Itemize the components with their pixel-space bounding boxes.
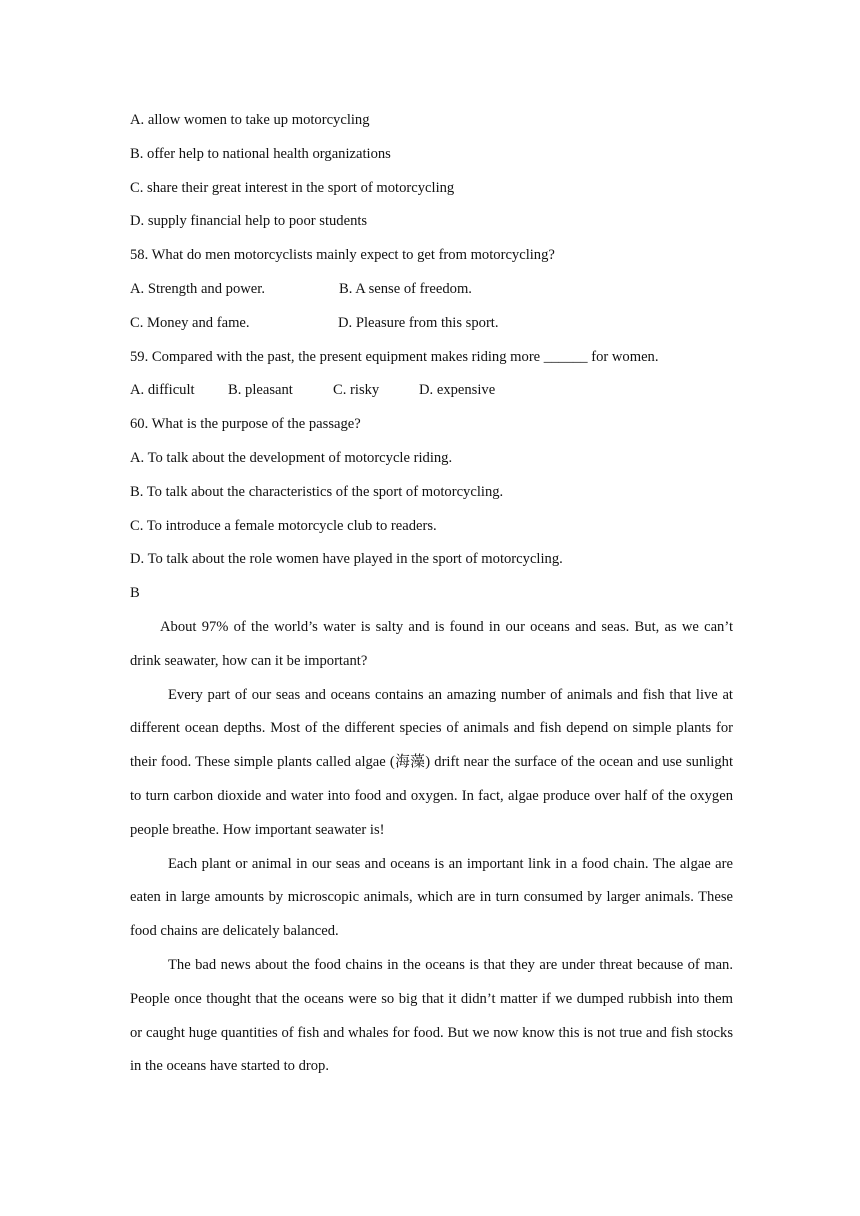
q58-option-c: C. Money and fame. [130,314,250,331]
q57-option-b: B. offer help to national health organizations [130,145,391,162]
q60-option-a: A. To talk about the development of motorcycle riding. [130,449,453,466]
passage-paragraph-3: Each plant or animal in our seas and oceans is an important link in a food chain. The algae are eaten in large amounts by microscopic animals, which are in turn consumed by larger animals. These food chains are delicately balanced. [130,855,733,940]
q57-option-d: D. supply financial help to poor students [130,213,368,230]
q58-question: 58. What do men motorcyclists mainly expect to get from motorcycling? [130,247,555,264]
passage-paragraph-2: Every part of our seas and oceans contains an amazing number of animals and fish that live at different ocean depths. Most of the different species of animals and fish depend on simple plants for their food. These simple plants called algae (海藻) drift near the surface of the ocean and use sunlight to turn carbon dioxide and water into food and oxygen. In fact, algae produce over half of the oxygen people breathe. How important seawater is! [130,686,733,838]
q58-option-a: A. Strength and power. [130,280,265,297]
passage-paragraph-1: About 97% of the world’s water is salty and is found in our oceans and seas. But, as we can’t drink seawater, how can it be important? [130,618,733,669]
q60-option-c: C. To introduce a female motorcycle club to readers. [130,517,437,534]
q58-option-d: D. Pleasure from this sport. [338,314,499,331]
q59-option-d: D. expensive [419,382,496,399]
q59-options-row [130,374,733,408]
q60-option-d: D. To talk about the role women have played in the sport of motorcycling. [130,551,563,568]
section-label: B [130,585,140,602]
q58-options-row-1 [130,273,733,307]
passage-paragraph-4: The bad news about the food chains in the oceans is that they are under threat because of man. People once thought that the oceans were so big that it didn’t matter if we dumped rubbish into them or caught huge quantities of fish and whales for food. But we now know this is not true and fish stocks in the oceans have started to drop. [130,956,733,1075]
q59-option-c: C. risky [333,382,380,399]
q59-option-b: B. pleasant [228,382,293,399]
q58-options-row-2 [130,307,733,341]
q59-question: 59. Compared with the past, the present equipment makes riding more ______ for women. [130,348,659,365]
q57-option-c: C. share their great interest in the sport of motorcycling [130,179,455,196]
q57-option-a: A. allow women to take up motorcycling [130,112,370,128]
q59-option-a: A. difficult [130,382,195,399]
q60-question: 60. What is the purpose of the passage? [130,416,361,433]
q60-option-b: B. To talk about the characteristics of the sport of motorcycling. [130,483,504,500]
q58-option-b: B. A sense of freedom. [339,280,472,297]
document-page [130,104,733,1084]
